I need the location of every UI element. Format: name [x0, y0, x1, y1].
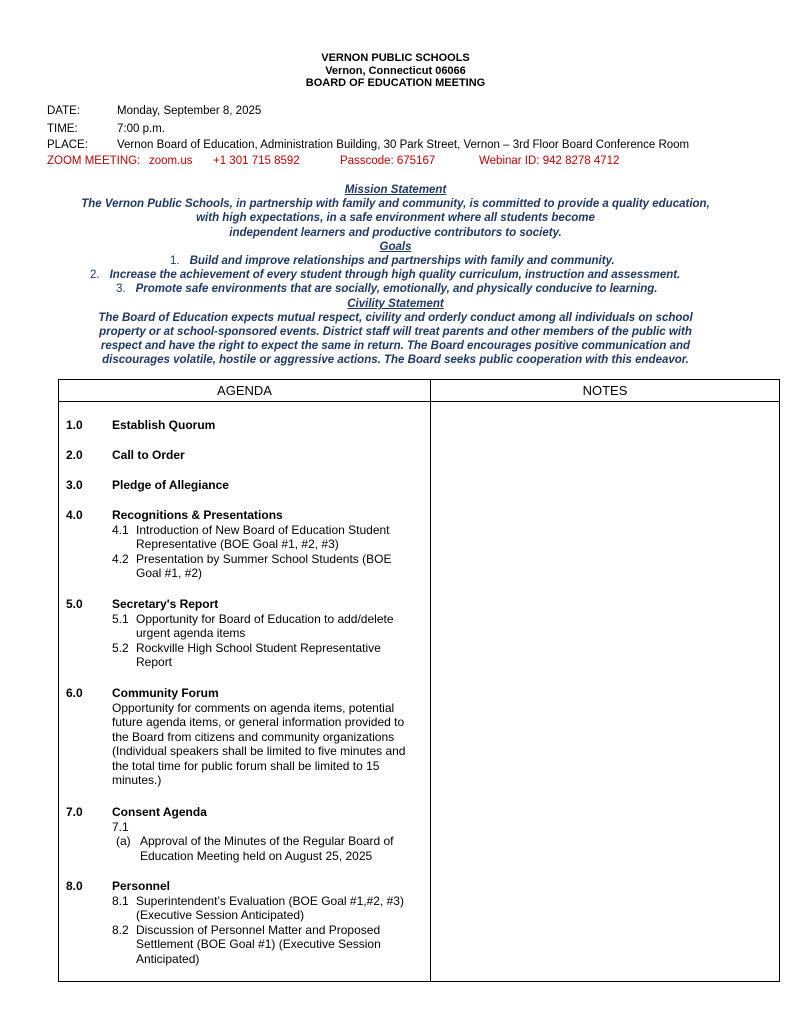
civility-line-3: respect and have the right to expect the same in return. The Board encourages positive communication and [100, 340, 691, 352]
document-header [0, 52, 791, 90]
sub-item-number: 5.2 [112, 640, 129, 655]
sub-item-7-1: 7.1 [112, 819, 129, 834]
goal-number: 1. [170, 255, 180, 267]
district-name: VERNON PUBLIC SCHOOLS [321, 52, 470, 64]
goal-number: 2. [90, 269, 100, 281]
civility-line-4: discourages volatile, hostile or aggressive actions. The Board seeks public cooperation with this endeavor. [102, 354, 689, 366]
sub-item-number: (a) [116, 834, 131, 848]
agenda-table [58, 379, 780, 982]
sub-item-text: Discussion of Personnel Matter and Proposed Settlement (BOE Goal #1) (Executive Session Anticipated) [136, 922, 381, 966]
place-value: Vernon Board of Education, Administration Building, 30 Park Street, Vernon – 3rd Floor Board Conference Room [117, 139, 690, 151]
mission-line-2: with high expectations, in a safe environment where all students become [196, 212, 595, 224]
goal-text: Promote safe environments that are socially, emotionally, and physically conducive to learning. [135, 283, 658, 295]
community-forum-description: Opportunity for comments on agenda items, potential future agenda items, or general information provided to the Board from citizens and community organizations (Individual speakers shall be limited to five minutes and the total time for public forum shall be limited to 15 minutes.) [112, 700, 406, 787]
zoom-link[interactable]: zoom.us [149, 155, 193, 167]
mission-line-3: independent learners and productive contributors to society. [229, 227, 562, 239]
civility-line-2: property or at school-sponsored events. District staff will treat parents and other members of the public with [99, 326, 692, 338]
sub-item-5-2 [112, 641, 412, 670]
sub-item-text: Approval of the Minutes of the Regular Board of Education Meeting held on August 25, 2025 [140, 834, 394, 863]
time-label: TIME: [47, 123, 78, 135]
district-address: Vernon, Connecticut 06066 [325, 64, 466, 77]
agenda-item-number: 5.0 [66, 597, 83, 611]
zoom-label: ZOOM MEETING: [47, 155, 141, 167]
sub-item-text: Introduction of New Board of Education Student Representative (BOE Goal #1, #2, #3) [136, 522, 390, 551]
agenda-item-body [112, 894, 412, 967]
sub-item-number: 4.2 [112, 551, 129, 566]
mission-heading: Mission Statement [344, 184, 447, 196]
agenda-item-number: 2.0 [66, 448, 83, 462]
agenda-item-number: 3.0 [66, 478, 83, 492]
mission-line-1: The Vernon Public Schools, in partnership with family and community, is committed to provide a quality education, [81, 198, 710, 210]
date-label: DATE: [47, 105, 81, 117]
sub-item-5-1 [112, 612, 412, 641]
agenda-item-title: Establish Quorum [112, 418, 216, 432]
sub-item-8-1 [112, 894, 412, 923]
goal-text: Increase the achievement of every student through high quality curriculum, instruction and assessment. [109, 269, 681, 281]
sub-item-text: Rockville High School Student Representative Report [136, 640, 381, 669]
zoom-phone: +1 301 715 8592 [213, 155, 300, 167]
notes-column[interactable] [431, 402, 780, 982]
meeting-title: BOARD OF EDUCATION MEETING [305, 77, 486, 89]
sub-item-7-1-a [116, 834, 426, 863]
goal-item-2 [90, 268, 680, 282]
date-row [47, 104, 261, 118]
agenda-item-number: 1.0 [66, 418, 83, 432]
agenda-item-title: Community Forum [112, 686, 219, 700]
agenda-item-title: Call to Order [112, 448, 185, 462]
sub-item-4-2 [112, 552, 412, 581]
time-row [47, 122, 165, 136]
agenda-column [59, 402, 431, 982]
sub-item-8-2 [112, 923, 412, 967]
agenda-column-header: AGENDA [59, 380, 431, 402]
agenda-item-number: 6.0 [66, 686, 83, 700]
place-row [47, 138, 689, 152]
sub-item-number: 8.1 [112, 893, 129, 908]
place-label: PLACE: [47, 139, 88, 151]
goals-heading: Goals [379, 241, 412, 253]
agenda-item-body [112, 820, 422, 864]
civility-heading: Civility Statement [347, 298, 444, 310]
notes-column-header: NOTES [431, 380, 780, 402]
sub-item-text: Presentation by Summer School Students (BOE Goal #1, #2) [136, 551, 392, 580]
goal-item-3 [116, 282, 658, 296]
sub-item-4-1 [112, 523, 412, 552]
sub-item-number: 8.2 [112, 922, 129, 937]
goal-item-1 [170, 254, 615, 268]
agenda-item-number: 8.0 [66, 879, 83, 893]
agenda-item-title: Personnel [112, 879, 171, 893]
zoom-webinar-id: Webinar ID: 942 8278 4712 [479, 155, 620, 167]
agenda-item-body [112, 523, 412, 581]
agenda-item-body [112, 612, 412, 670]
agenda-item-number: 4.0 [66, 508, 83, 522]
sub-item-text: Superintendent’s Evaluation (BOE Goal #1,#2, #3) (Executive Session Anticipated) [136, 893, 404, 922]
goal-number: 3. [116, 283, 126, 295]
agenda-item-title: Pledge of Allegiance [112, 478, 229, 492]
date-value: Monday, September 8, 2025 [117, 105, 262, 117]
civility-line-1: The Board of Education expects mutual respect, civility and orderly conduct among all individuals on school [98, 312, 693, 324]
zoom-passcode: Passcode: 675167 [340, 155, 436, 167]
sub-item-number: 4.1 [112, 522, 129, 537]
agenda-item-title: Recognitions & Presentations [112, 508, 283, 522]
sub-item-number: 5.1 [112, 611, 129, 626]
agenda-item-number: 7.0 [66, 805, 83, 819]
agenda-item-title: Consent Agenda [112, 805, 207, 819]
goal-text: Build and improve relationships and partnerships with family and community. [189, 255, 615, 267]
sub-item-text: Opportunity for Board of Education to add/delete urgent agenda items [136, 611, 394, 640]
time-value: 7:00 p.m. [117, 123, 165, 135]
agenda-item-title: Secretary's Report [112, 597, 219, 611]
